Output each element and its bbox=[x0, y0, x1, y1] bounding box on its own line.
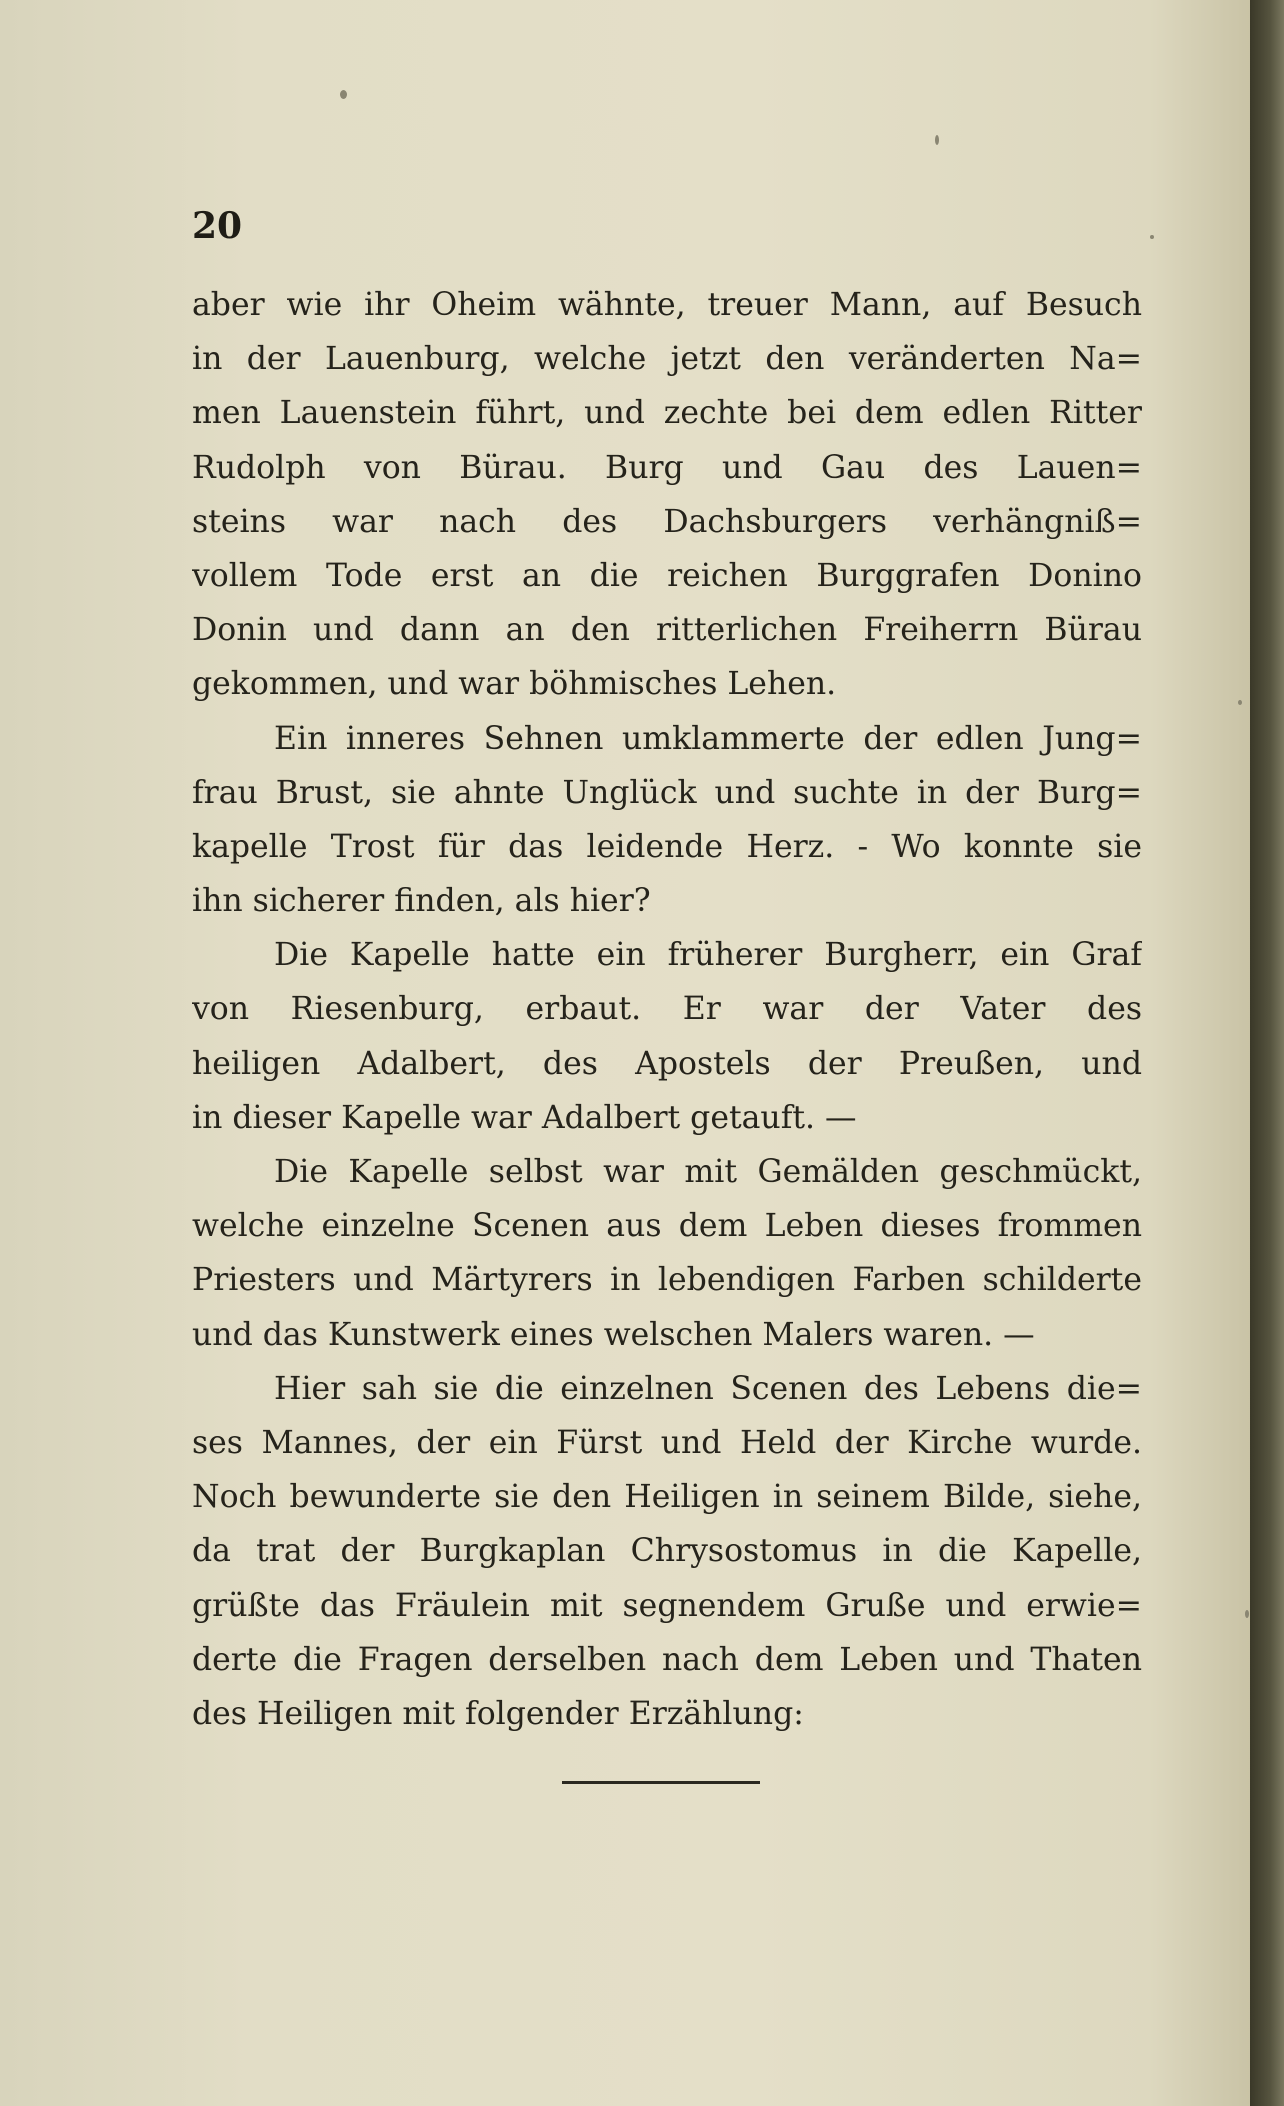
paper-speck bbox=[1245, 1610, 1249, 1618]
paper-speck bbox=[1150, 235, 1154, 239]
text-line: ihn sicherer finden, als hier? bbox=[192, 883, 651, 920]
text-line: Donin und dann an den ritterlichen Freiherrn Bürau bbox=[192, 612, 1142, 649]
text-line: heiligen Adalbert, des Apostels der Preußen, und bbox=[192, 1045, 1142, 1082]
body-text bbox=[192, 278, 1142, 1741]
section-divider-rule bbox=[562, 1781, 760, 1784]
text-line: Hier sah sie die einzelnen Scenen des Lebens die= bbox=[274, 1370, 1142, 1407]
text-line: aber wie ihr Oheim wähnte, treuer Mann, auf Besuch bbox=[192, 287, 1142, 323]
text-line: Die Kapelle hatte ein früherer Burgherr, ein Graf bbox=[274, 937, 1142, 974]
text-line: frau Brust, sie ahnte Unglück und suchte in der Burg= bbox=[192, 774, 1142, 811]
text-line: welche einzelne Scenen aus dem Leben dieses frommen bbox=[192, 1208, 1142, 1245]
text-line: Ein inneres Sehnen umklammerte der edlen Jung= bbox=[274, 720, 1142, 757]
text-line: da trat der Burgkaplan Chrysostomus in die Kapelle, bbox=[192, 1533, 1142, 1570]
text-line: des Heiligen mit folgender Erzählung: bbox=[192, 1695, 804, 1732]
paper-speck bbox=[1238, 700, 1242, 705]
text-line: grüßte das Fräulein mit segnendem Gruße und erwie= bbox=[192, 1587, 1142, 1624]
text-line: Die Kapelle selbst war mit Gemälden geschmückt, bbox=[274, 1154, 1142, 1190]
book-spine-edge bbox=[1250, 0, 1284, 2106]
text-line: kapelle Trost für das leidende Herz. - Wo konnte sie bbox=[192, 828, 1142, 865]
page-number: 20 bbox=[192, 205, 243, 247]
text-line: in dieser Kapelle war Adalbert getauft. — bbox=[192, 1099, 857, 1136]
text-line: und das Kunstwerk eines welschen Malers waren. — bbox=[192, 1316, 1035, 1353]
text-line: derte die Fragen derselben nach dem Leben und Thaten bbox=[192, 1641, 1142, 1678]
text-line: men Lauenstein führt, und zechte bei dem edlen Ritter bbox=[192, 395, 1142, 432]
text-line: vollem Tode erst an die reichen Burggrafen Donino bbox=[192, 557, 1142, 594]
paper-speck bbox=[935, 135, 939, 145]
text-line: in der Lauenburg, welche jetzt den veränderten Na= bbox=[192, 341, 1142, 378]
text-line: Rudolph von Bürau. Burg und Gau des Lauen= bbox=[192, 449, 1142, 486]
text-line: Priesters und Märtyrers in lebendigen Farben schilderte bbox=[192, 1262, 1142, 1299]
paper-speck bbox=[340, 90, 347, 99]
text-line: ses Mannes, der ein Fürst und Held der Kirche wurde. bbox=[192, 1424, 1142, 1461]
text-line: von Riesenburg, erbaut. Er war der Vater des bbox=[192, 991, 1142, 1028]
text-line: Noch bewunderte sie den Heiligen in seinem Bilde, siehe, bbox=[192, 1479, 1142, 1516]
text-line: gekommen, und war böhmisches Lehen. bbox=[192, 666, 837, 703]
text-line: steins war nach des Dachsburgers verhängniß= bbox=[192, 503, 1142, 540]
